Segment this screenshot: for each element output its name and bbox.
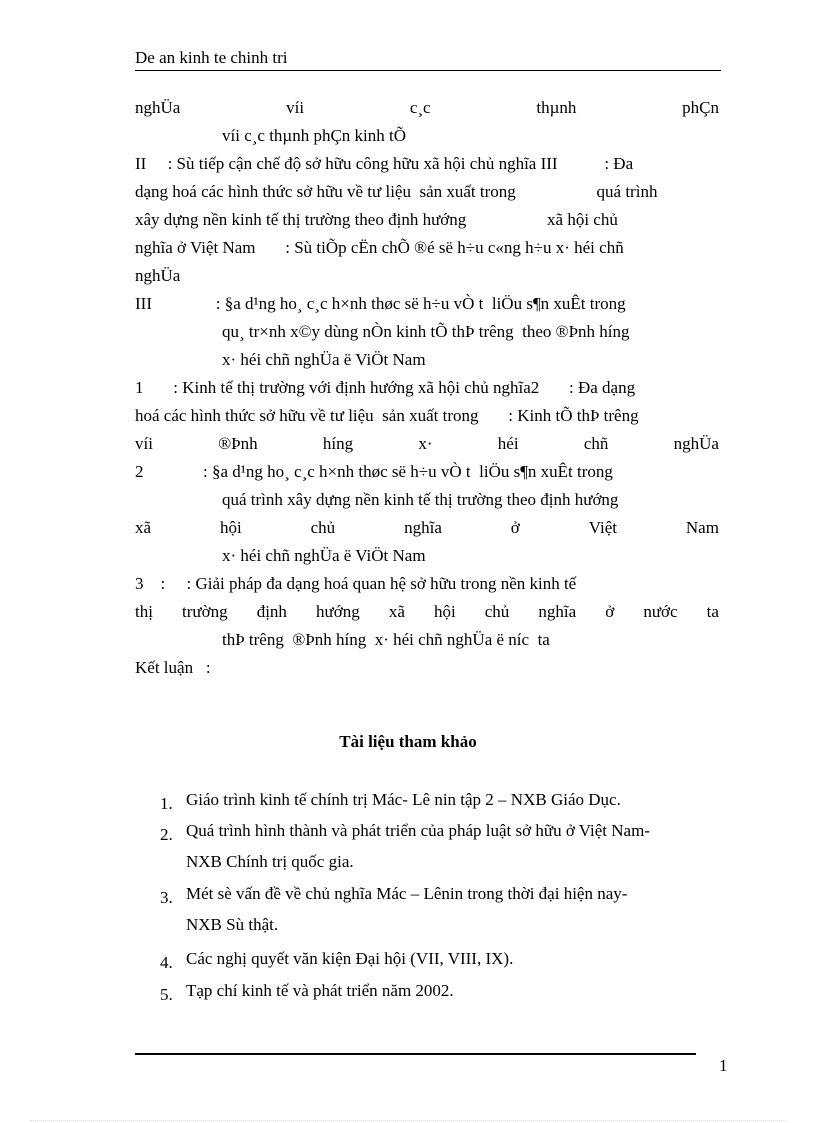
page-edge-dots <box>30 1120 786 1121</box>
toc-line: III : §a d¹ng ho¸ c¸c h×nh thøc së h÷u vÒ t liÖu s¶n xuÊt trong <box>135 294 626 313</box>
toc-word: Việt <box>588 518 617 537</box>
toc-line: thÞ trêng ®Þnh híng x· héi chñ nghÜa ë níc ta <box>222 630 550 649</box>
toc-word: xã <box>135 518 152 537</box>
toc-line: nghĩa ở Việt Nam : Sù tiÕp cËn chÕ ®é së h÷u c«ng h÷u x· héi chñ <box>135 238 624 257</box>
toc-line <box>135 97 719 119</box>
toc-word: víi <box>286 98 305 117</box>
toc-word: chñ <box>583 434 609 453</box>
reference-number: 2. <box>160 825 173 844</box>
footer-rule <box>135 1053 696 1055</box>
toc-word: c¸c <box>409 98 431 117</box>
toc-word: thµnh <box>536 98 577 117</box>
toc-line: nghÜa <box>135 266 181 285</box>
page-number: 1 <box>719 1056 728 1075</box>
toc-word: Nam <box>685 518 719 537</box>
toc-line: 3 : : Giải pháp đa dạng hoá quan hệ sở hữu trong nền kinh tế <box>135 574 577 593</box>
toc-line: dạng hoá các hình thức sở hữu về tư liệu sản xuất trong quá trình <box>135 182 658 201</box>
toc-word: hướng <box>316 602 360 621</box>
toc-word: thị <box>135 602 153 621</box>
toc-word: phÇn <box>682 98 719 117</box>
toc-word: nước <box>643 602 678 621</box>
reference-text: NXB Sù thật. <box>186 915 279 934</box>
reference-text: Tạp chí kinh tế và phát triển năm 2002. <box>186 981 454 1000</box>
toc-word: chủ <box>310 518 336 537</box>
toc-line: víi c¸c thµnh phÇn kinh tÕ <box>222 126 407 145</box>
reference-text: NXB Chính trị quốc gia. <box>186 852 354 871</box>
toc-line: quá trình xây dựng nền kinh tế thị trường theo định hướng <box>222 490 619 509</box>
toc-word: víi <box>135 434 153 453</box>
toc-word: hội <box>433 602 456 621</box>
toc-word: trường <box>182 602 228 621</box>
toc-word: x· <box>418 434 433 453</box>
reference-number: 1. <box>160 794 173 813</box>
header-rule <box>135 70 721 71</box>
toc-line: II : Sù tiếp cận chế độ sở hữu công hữu xã hội chủ nghĩa III : Đa <box>135 154 634 173</box>
toc-line: x· héi chñ nghÜa ë ViÖt Nam <box>222 546 426 565</box>
toc-word: ở <box>605 602 615 621</box>
toc-word: định <box>256 602 287 621</box>
toc-line: Kết luận : <box>135 658 211 677</box>
toc-line <box>135 517 719 539</box>
toc-line: hoá các hình thức sở hữu về tư liệu sản xuất trong : Kinh tÕ thÞ trêng <box>135 406 639 425</box>
toc-word: nghĩa <box>404 518 442 537</box>
toc-word: nghÜa <box>135 98 181 117</box>
toc-word: ®Þnh <box>218 434 258 453</box>
toc-word: ta <box>706 602 719 621</box>
reference-text: Giáo trình kinh tế chính trị Mác- Lê nin tập 2 – NXB Giáo Dục. <box>186 790 621 809</box>
toc-line: 1 : Kinh tế thị trường với định hướng xã hội chủ nghĩa2 : Đa dạng <box>135 378 636 397</box>
reference-text: Mét sè vấn đề về chủ nghĩa Mác – Lênin trong thời đại hiện nay- <box>186 884 628 903</box>
toc-word: xã <box>388 602 405 621</box>
toc-line: qu¸ tr×nh x©y dùng nÒn kinh tÕ thÞ trêng theo ®Þnh híng <box>222 322 630 341</box>
toc-line: xây dựng nền kinh tế thị trường theo định hướng xã hội chủ <box>135 210 618 229</box>
reference-text: Quá trình hình thành và phát triển của pháp luật sở hữu ở Việt Nam- <box>186 821 650 840</box>
toc-word: chủ <box>484 602 510 621</box>
reference-number: 4. <box>160 953 173 972</box>
toc-line: x· héi chñ nghÜa ë ViÖt Nam <box>222 350 426 369</box>
toc-word: hội <box>219 518 242 537</box>
reference-text: Các nghị quyết văn kiện Đại hội (VII, VIII, IX). <box>186 949 514 968</box>
toc-line: 2 : §a d¹ng ho¸ c¸c h×nh thøc së h÷u vÒ t liÖu s¶n xuÊt trong <box>135 462 613 481</box>
toc-word: nghÜa <box>673 434 719 453</box>
toc-word: nghĩa <box>538 602 577 621</box>
toc-word: ở <box>510 518 520 537</box>
toc-line <box>135 433 719 455</box>
toc-word: héi <box>497 434 519 453</box>
references-title: Tài liệu tham khảo <box>339 732 477 751</box>
toc-line <box>135 601 719 623</box>
toc-word: híng <box>322 434 354 453</box>
reference-number: 5. <box>160 985 173 1004</box>
page-header-title: De an kinh te chinh tri <box>135 48 288 67</box>
reference-number: 3. <box>160 888 173 907</box>
